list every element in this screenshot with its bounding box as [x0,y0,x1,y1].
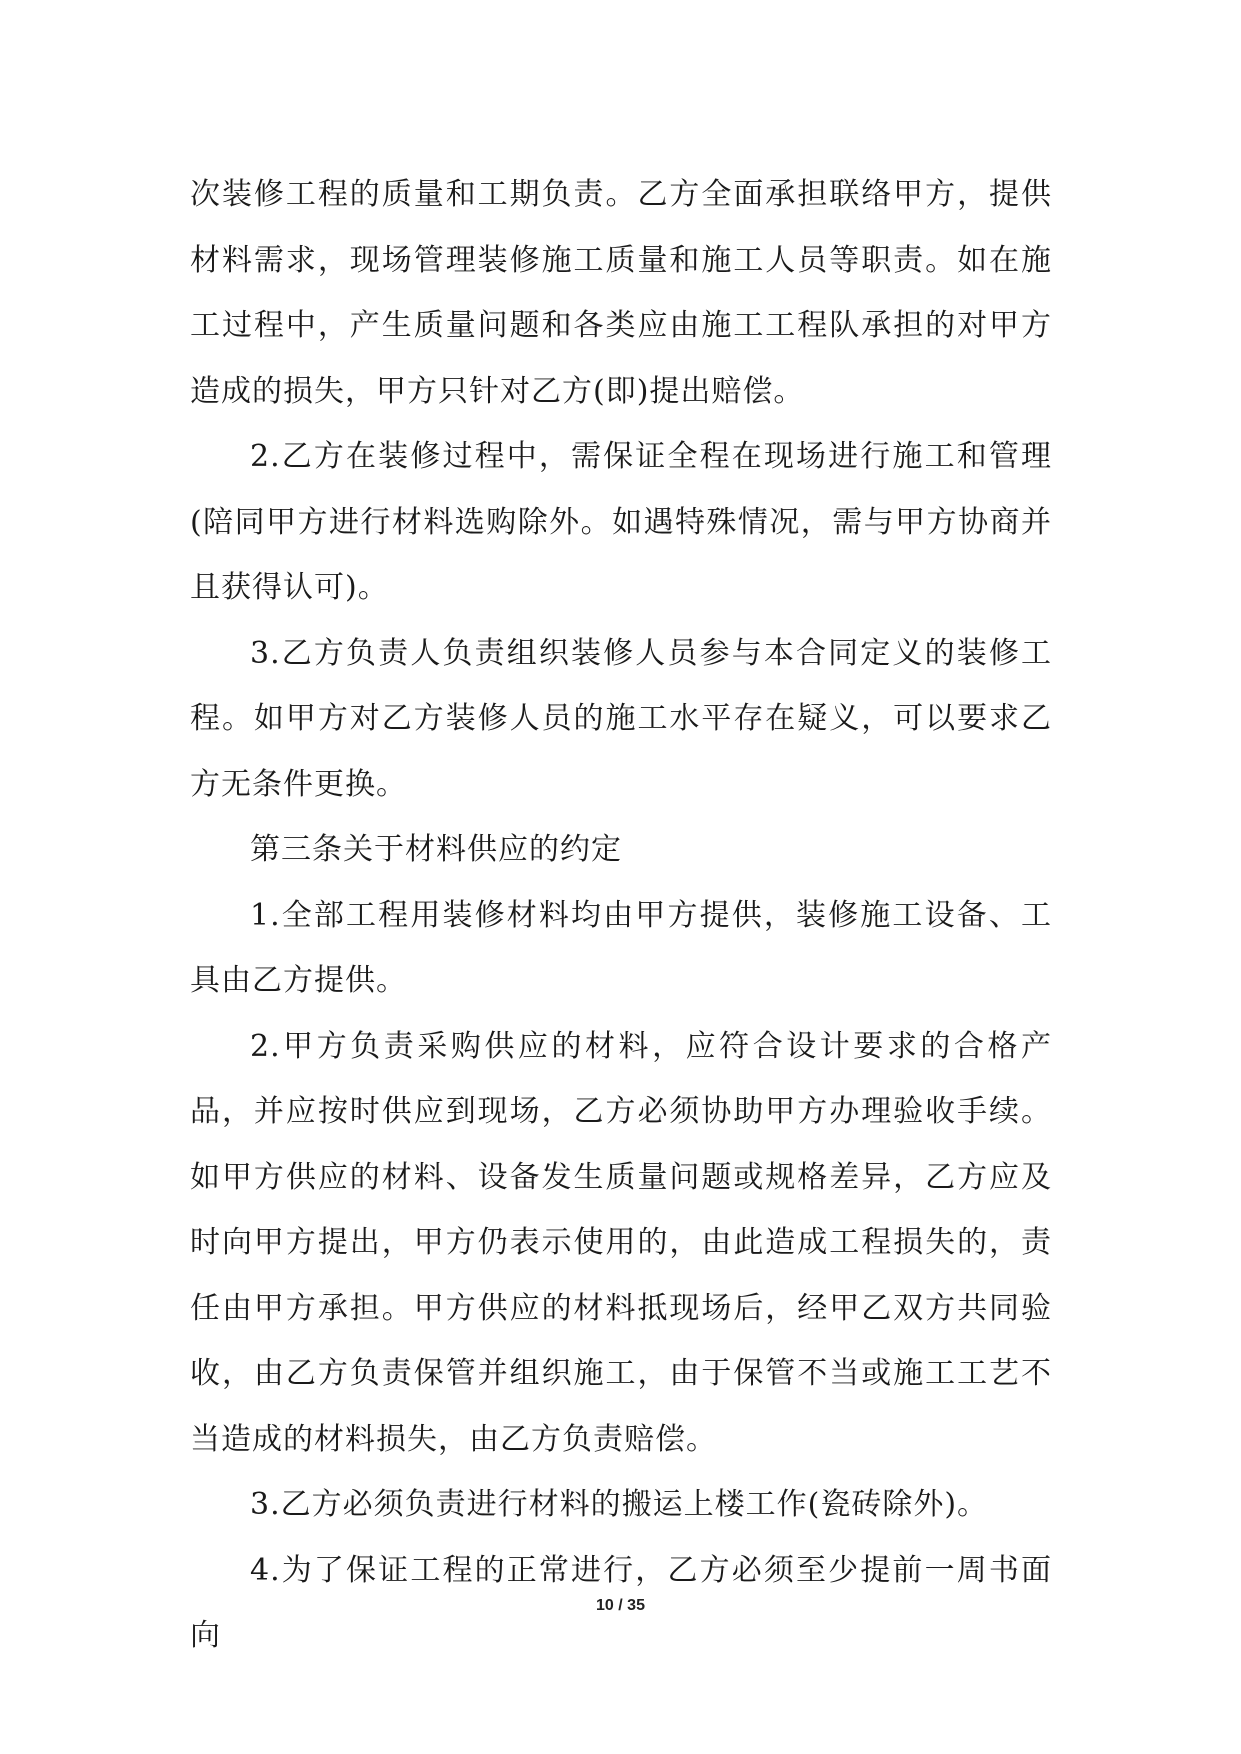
document-body [190,162,1052,1669]
paragraph-material-2: 2.甲方负责采购供应的材料，应符合设计要求的合格产品，并应按时供应到现场，乙方必须协助甲方办理验收手续。如甲方供应的材料、设备发生质量问题或规格差异，乙方应及时向甲方提出，甲方仍表示使用的，由此造成工程损失的，责任由甲方承担。甲方供应的材料抵现场后，经甲乙双方共同验收，由乙方负责保管并组织施工，由于保管不当或施工工艺不当造成的材料损失，由乙方负责赔偿。 [190,1028,1052,1457]
paragraph-material-3: 3.乙方必须负责进行材料的搬运上楼工作(瓷砖除外)。 [250,1487,989,1522]
paragraph-material-1: 1.全部工程用装修材料均由甲方提供，装修施工设备、工具由乙方提供。 [190,897,1052,998]
paragraph-clause-3: 3.乙方负责人负责组织装修人员参与本合同定义的装修工程。如甲方对乙方装修人员的施工水平存在疑义，可以要求乙方无条件更换。 [190,635,1052,802]
page-number: 10 / 35 [596,1597,645,1614]
paragraph-clause-2: 2.乙方在装修过程中，需保证全程在现场进行施工和管理(陪同甲方进行材料选购除外。如遇特殊情况，需与甲方协商并且获得认可)。 [190,439,1052,605]
paragraph-continuation: 次装修工程的质量和工期负责。乙方全面承担联络甲方，提供材料需求，现场管理装修施工质量和施工人员等职责。如在施工过程中，产生质量问题和各类应由施工工程队承担的对甲方造成的损失，甲方只针对乙方(即)提出赔偿。 [190,177,1052,409]
section-heading-article-3: 第三条关于材料供应的约定 [250,832,622,867]
paragraph-material-4: 4.为了保证工程的正常进行，乙方必须至少提前一周书面向 [190,1552,1052,1653]
